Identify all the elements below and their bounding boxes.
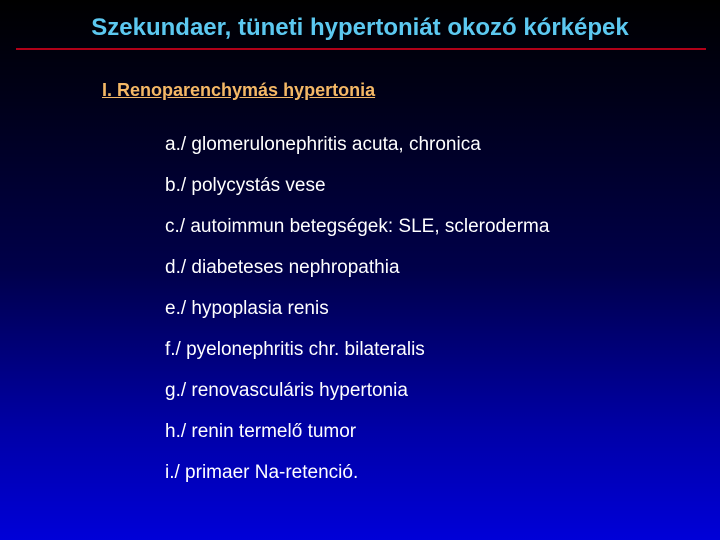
list-item: g./ renovasculáris hypertonia [165, 380, 408, 401]
condition-list [165, 133, 549, 502]
list-item: c./ autoimmun betegségek: SLE, scleroderma [165, 216, 550, 237]
section-heading-text: I. Renoparenchymás hypertonia [102, 80, 376, 100]
section-heading [102, 80, 375, 101]
list-item: d./ diabeteses nephropathia [165, 257, 400, 278]
slide-title: Szekundaer, tüneti hypertoniát okozó kórképek [91, 14, 629, 41]
list-item: b./ polycystás vese [165, 175, 326, 196]
list-item: a./ glomerulonephritis acuta, chronica [165, 134, 481, 155]
list-item: i./ primaer Na-retenció. [165, 462, 359, 483]
list-item: f./ pyelonephritis chr. bilateralis [165, 339, 425, 360]
list-item: e./ hypoplasia renis [165, 298, 329, 319]
list-item: h./ renin termelő tumor [165, 421, 357, 442]
title-divider [16, 48, 706, 50]
